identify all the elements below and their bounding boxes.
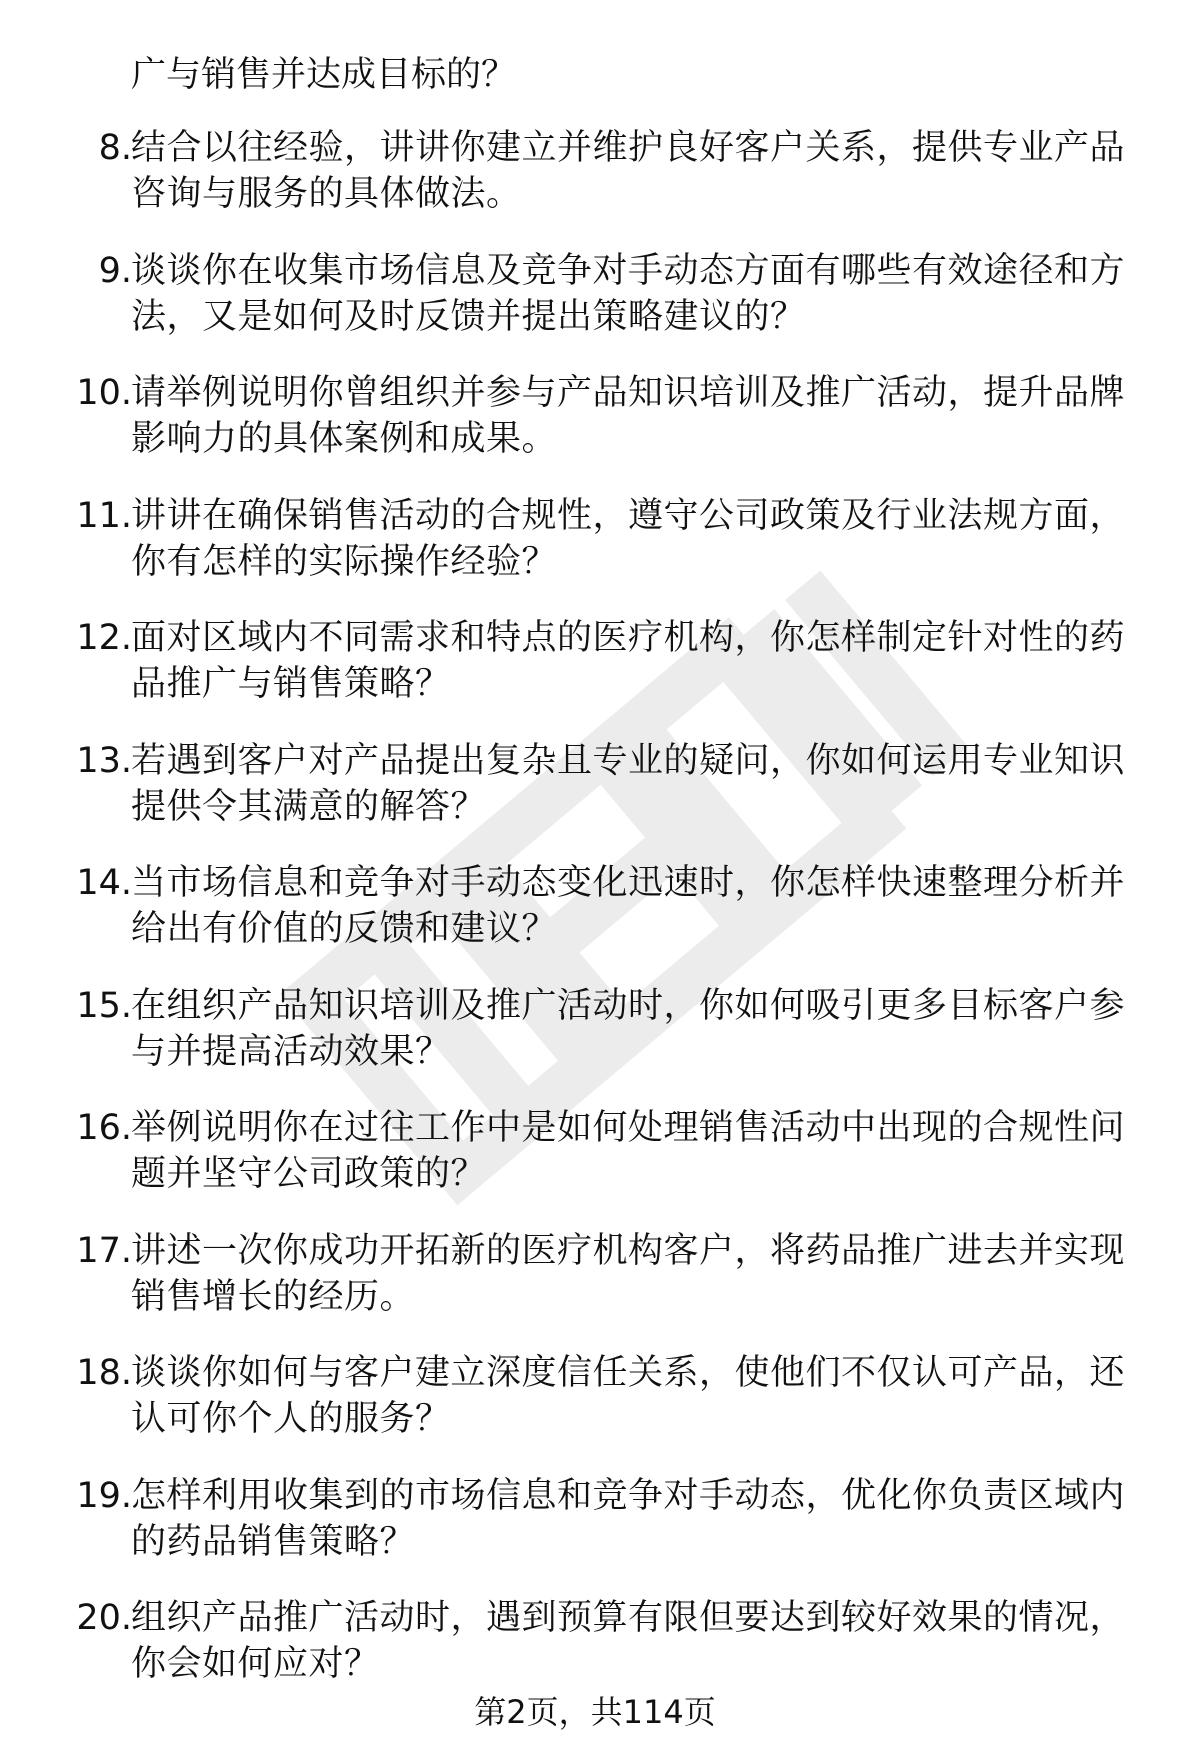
question-text: 请举例说明你曾组织并参与产品知识培训及推广活动，提升品牌影响力的具体案例和成果。 — [131, 373, 1126, 459]
question-item — [0, 1105, 1190, 1228]
page-footer: 第2页，共114页 — [474, 1693, 716, 1731]
question-text: 谈谈你如何与客户建立深度信任关系，使他们不仅认可产品，还认可你个人的服务？ — [131, 1353, 1126, 1439]
question-text: 讲述一次你成功开拓新的医疗机构客户，将药品推广进去并实现销售增长的经历。 — [131, 1230, 1126, 1317]
question-number: 17. — [76, 1230, 132, 1271]
question-item — [0, 615, 1190, 738]
question-number: 9. — [98, 250, 132, 291]
question-number: 20. — [76, 1598, 132, 1638]
question-text: 面对区域内不同需求和特点的医疗机构，你怎样制定针对性的药品推广与销售策略？ — [131, 618, 1126, 704]
question-text: 怎样利用收集到的市场信息和竞争对手动态，优化你负责区域内的药品销售策略？ — [131, 1475, 1126, 1562]
question-number: 12. — [76, 618, 132, 658]
question-item — [0, 738, 1190, 861]
question-item — [0, 125, 1190, 248]
question-item — [0, 983, 1190, 1106]
question-item — [0, 1473, 1190, 1596]
question-text: 举例说明你在过往工作中是如何处理销售活动中出现的合规性问题并坚守公司政策的？ — [131, 1108, 1126, 1194]
question-number: 15. — [76, 985, 132, 1026]
question-text: 若遇到客户对产品提出复杂且专业的疑问，你如何运用专业知识提供令其满意的解答？ — [131, 740, 1126, 827]
question-item — [0, 493, 1190, 616]
question-number: 8. — [98, 128, 132, 168]
question-text: 当市场信息和竞争对手动态变化迅速时，你怎样快速整理分析并给出有价值的反馈和建议？ — [131, 863, 1126, 949]
question-text: 谈谈你在收集市场信息及竞争对手动态方面有哪些有效途径和方法，又是如何及时反馈并提出策略建议的？ — [131, 250, 1126, 337]
question-item — [0, 1228, 1190, 1351]
continuation-text: 广与销售并达成目标的？ — [131, 55, 517, 95]
question-item — [0, 248, 1190, 371]
question-number: 18. — [76, 1353, 132, 1393]
question-text: 在组织产品知识培训及推广活动时，你如何吸引更多目标客户参与并提高活动效果？ — [131, 985, 1126, 1072]
question-list — [0, 125, 1190, 1718]
question-number: 14. — [76, 863, 132, 903]
question-number: 19. — [76, 1475, 132, 1516]
question-number: 13. — [76, 740, 132, 781]
question-item — [0, 1350, 1190, 1473]
question-number: 11. — [76, 495, 132, 536]
question-number: 10. — [76, 373, 132, 413]
question-number: 16. — [76, 1108, 132, 1148]
question-item — [0, 860, 1190, 983]
question-item — [0, 370, 1190, 493]
question-text: 结合以往经验，讲讲你建立并维护良好客户关系，提供专业产品咨询与服务的具体做法。 — [131, 128, 1126, 214]
question-text: 组织产品推广活动时，遇到预算有限但要达到较好效果的情况，你会如何应对？ — [131, 1598, 1126, 1684]
question-text: 讲讲在确保销售活动的合规性，遵守公司政策及行业法规方面，你有怎样的实际操作经验？ — [131, 495, 1126, 582]
